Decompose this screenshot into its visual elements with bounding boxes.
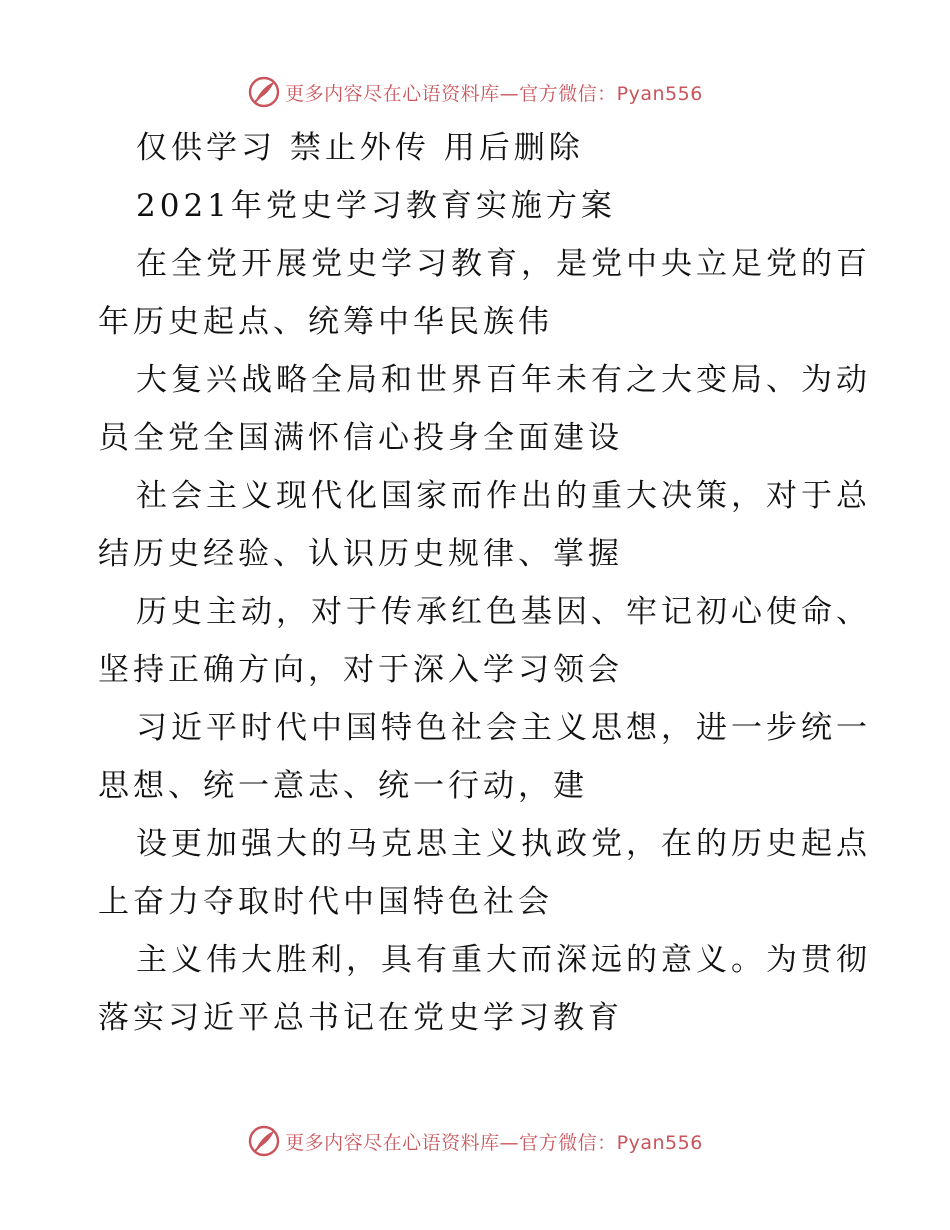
document-notice: 仅供学习 禁止外传 用后删除: [136, 130, 584, 166]
document-title: 2021年党史学习教育实施方案: [136, 188, 616, 224]
paragraph-line: 在全党开展党史学习教育，是党中央立足党的百: [136, 246, 871, 282]
paragraph-line: 思想、统一意志、统一行动，建: [98, 768, 588, 804]
paragraph-line: 结历史经验、认识历史规律、掌握: [98, 536, 623, 572]
paragraph-line: 年历史起点、统筹中华民族伟: [98, 304, 553, 340]
watermark-text: 更多内容尽在心语资料库—官方微信：Pyan556: [285, 1131, 703, 1154]
feather-quill-logo-icon: [247, 75, 281, 109]
paragraph-line: 主义伟大胜利，具有重大而深远的意义。为贯彻: [136, 942, 871, 978]
footer-watermark-banner: [0, 1121, 950, 1161]
paragraph-line: 历史主动，对于传承红色基因、牢记初心使命、: [136, 594, 871, 630]
watermark-text: 更多内容尽在心语资料库—官方微信：Pyan556: [285, 82, 703, 105]
paragraph-line: 落实习近平总书记在党史学习教育: [98, 1000, 623, 1036]
paragraph-line: 坚持正确方向，对于深入学习领会: [98, 652, 623, 688]
header-watermark-banner: [0, 72, 950, 112]
feather-quill-logo-icon: [247, 1124, 281, 1158]
paragraph-line: 员全党全国满怀信心投身全面建设: [98, 420, 623, 456]
paragraph-line: 大复兴战略全局和世界百年未有之大变局、为动: [136, 362, 871, 398]
paragraph-line: 设更加强大的马克思主义执政党，在的历史起点: [136, 826, 871, 862]
paragraph-line: 上奋力夺取时代中国特色社会: [98, 884, 553, 920]
paragraph-line: 社会主义现代化国家而作出的重大决策，对于总: [136, 478, 871, 514]
paragraph-line: 习近平时代中国特色社会主义思想，进一步统一: [136, 710, 871, 746]
